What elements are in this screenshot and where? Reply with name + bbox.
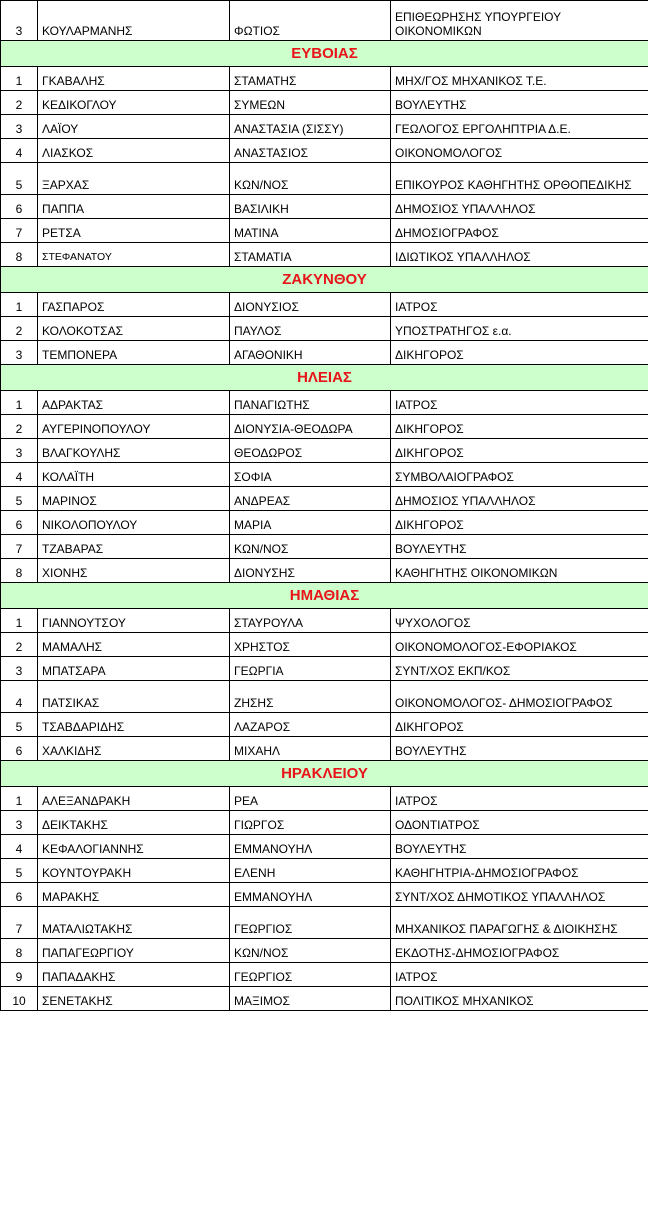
occupation-cell: ΒΟΥΛΕΥΤΗΣ xyxy=(391,835,648,859)
occupation-cell: ΙΑΤΡΟΣ xyxy=(391,787,648,811)
name-cell: ΖΗΣΗΣ xyxy=(230,681,391,713)
name-cell: ΜΑΞΙΜΟΣ xyxy=(230,987,391,1011)
surname-cell: ΚΟΥΝΤΟΥΡΑΚΗ xyxy=(38,859,230,883)
name-cell: ΚΩΝ/ΝΟΣ xyxy=(230,939,391,963)
occupation-cell: ΟΙΚΟΝΟΜΟΛΟΓΟΣ- ΔΗΜΟΣΙΟΓΡΑΦΟΣ xyxy=(391,681,648,713)
row-number: 1 xyxy=(1,293,38,317)
row-number: 8 xyxy=(1,243,38,267)
table-row xyxy=(1,835,648,859)
row-number: 3 xyxy=(1,657,38,681)
table-row xyxy=(1,139,648,163)
table-row xyxy=(1,787,648,811)
row-number: 5 xyxy=(1,163,38,195)
row-number: 3 xyxy=(1,439,38,463)
occupation-cell: ΨΥΧΟΛΟΓΟΣ xyxy=(391,609,648,633)
name-cell: ΡΕΑ xyxy=(230,787,391,811)
section-header xyxy=(1,761,648,787)
table-row xyxy=(1,633,648,657)
row-number: 6 xyxy=(1,737,38,761)
occupation-cell: ΣΥΜΒΟΛΑΙΟΓΡΑΦΟΣ xyxy=(391,463,648,487)
name-cell: ΒΑΣΙΛΙΚΗ xyxy=(230,195,391,219)
name-cell: ΔΙΟΝΥΣΗΣ xyxy=(230,559,391,583)
name-cell: ΕΜΜΑΝΟΥΗΛ xyxy=(230,835,391,859)
surname-cell: ΑΥΓΕΡΙΝΟΠΟΥΛΟΥ xyxy=(38,415,230,439)
surname-cell: ΛΑΪΟΥ xyxy=(38,115,230,139)
row-number: 7 xyxy=(1,907,38,939)
occupation-cell: ΕΠΙΚΟΥΡΟΣ ΚΑΘΗΓΗΤΗΣ ΟΡΘΟΠΕΔΙΚΗΣ xyxy=(391,163,648,195)
row-number: 3 xyxy=(1,1,38,41)
row-number: 8 xyxy=(1,939,38,963)
row-number: 1 xyxy=(1,787,38,811)
section-title: ΗΡΑΚΛΕΙΟΥ xyxy=(1,761,648,787)
section-title: ΕΥΒΟΙΑΣ xyxy=(1,41,648,67)
row-number: 2 xyxy=(1,317,38,341)
name-cell: ΑΝΑΣΤΑΣΙΑ (ΣΙΣΣΥ) xyxy=(230,115,391,139)
name-cell: ΧΡΗΣΤΟΣ xyxy=(230,633,391,657)
occupation-cell: ΔΗΜΟΣΙΟΣ ΥΠΑΛΛΗΛΟΣ xyxy=(391,195,648,219)
surname-cell: ΜΑΜΑΛΗΣ xyxy=(38,633,230,657)
table-row xyxy=(1,1,648,41)
row-number: 4 xyxy=(1,139,38,163)
row-number: 5 xyxy=(1,713,38,737)
name-cell: ΚΩΝ/ΝΟΣ xyxy=(230,163,391,195)
name-cell: ΓΙΩΡΓΟΣ xyxy=(230,811,391,835)
table-row xyxy=(1,115,648,139)
table-row xyxy=(1,219,648,243)
row-number: 4 xyxy=(1,463,38,487)
surname-cell: ΜΑΤΑΛΙΩΤΑΚΗΣ xyxy=(38,907,230,939)
table-row xyxy=(1,535,648,559)
occupation-cell: ΔΗΜΟΣΙΟΣ ΥΠΑΛΛΗΛΟΣ xyxy=(391,487,648,511)
surname-cell: ΜΑΡΑΚΗΣ xyxy=(38,883,230,907)
occupation-cell: ΙΑΤΡΟΣ xyxy=(391,963,648,987)
row-number: 1 xyxy=(1,609,38,633)
name-cell: ΕΜΜΑΝΟΥΗΛ xyxy=(230,883,391,907)
occupation-cell: ΕΠΙΘΕΩΡΗΣΗΣ ΥΠΟΥΡΓΕΙΟΥ ΟΙΚΟΝΟΜΙΚΩΝ xyxy=(391,1,648,41)
surname-cell: ΞΑΡΧΑΣ xyxy=(38,163,230,195)
occupation-cell: ΒΟΥΛΕΥΤΗΣ xyxy=(391,91,648,115)
occupation-cell: ΙΑΤΡΟΣ xyxy=(391,293,648,317)
table-row xyxy=(1,195,648,219)
name-cell: ΣΥΜΕΩΝ xyxy=(230,91,391,115)
surname-cell: ΝΙΚΟΛΟΠΟΥΛΟΥ xyxy=(38,511,230,535)
section-title: ΗΜΑΘΙΑΣ xyxy=(1,583,648,609)
table-row xyxy=(1,415,648,439)
occupation-cell: ΙΔΙΩΤΙΚΟΣ ΥΠΑΛΛΗΛΟΣ xyxy=(391,243,648,267)
table-row xyxy=(1,963,648,987)
row-number: 10 xyxy=(1,987,38,1011)
table-row xyxy=(1,657,648,681)
name-cell: ΜΑΡΙΑ xyxy=(230,511,391,535)
row-number: 2 xyxy=(1,91,38,115)
table-row xyxy=(1,713,648,737)
name-cell: ΠΑΥΛΟΣ xyxy=(230,317,391,341)
name-cell: ΜΙΧΑΗΛ xyxy=(230,737,391,761)
occupation-cell: ΓΕΩΛΟΓΟΣ ΕΡΓΟΛΗΠΤΡΙΑ Δ.Ε. xyxy=(391,115,648,139)
surname-cell: ΠΑΤΣΙΚΑΣ xyxy=(38,681,230,713)
table-row xyxy=(1,341,648,365)
occupation-cell: ΠΟΛΙΤΙΚΟΣ ΜΗΧΑΝΙΚΟΣ xyxy=(391,987,648,1011)
section-header xyxy=(1,365,648,391)
table-row xyxy=(1,609,648,633)
name-cell: ΛΑΖΑΡΟΣ xyxy=(230,713,391,737)
table-row xyxy=(1,907,648,939)
occupation-cell: ΔΙΚΗΓΟΡΟΣ xyxy=(391,415,648,439)
occupation-cell: ΣΥΝΤ/ΧΟΣ ΔΗΜΟΤΙΚΟΣ ΥΠΑΛΛΗΛΟΣ xyxy=(391,883,648,907)
table-row xyxy=(1,463,648,487)
occupation-cell: ΔΙΚΗΓΟΡΟΣ xyxy=(391,439,648,463)
occupation-cell: ΔΙΚΗΓΟΡΟΣ xyxy=(391,713,648,737)
name-cell: ΘΕΟΔΩΡΟΣ xyxy=(230,439,391,463)
occupation-cell: ΚΑΘΗΓΗΤΡΙΑ-ΔΗΜΟΣΙΟΓΡΑΦΟΣ xyxy=(391,859,648,883)
row-number: 2 xyxy=(1,415,38,439)
surname-cell: ΚΕΦΑΛΟΓΙΑΝΝΗΣ xyxy=(38,835,230,859)
table-row xyxy=(1,883,648,907)
occupation-cell: ΙΑΤΡΟΣ xyxy=(391,391,648,415)
table-row xyxy=(1,293,648,317)
surname-cell: ΑΛΕΞΑΝΔΡΑΚΗ xyxy=(38,787,230,811)
surname-cell: ΧΙΟΝΗΣ xyxy=(38,559,230,583)
surname-cell: ΔΕΙΚΤΑΚΗΣ xyxy=(38,811,230,835)
surname-cell: ΠΑΠΠΑ xyxy=(38,195,230,219)
surname-cell: ΣΤΕΦΑΝΑΤΟΥ xyxy=(38,243,230,267)
name-cell: ΔΙΟΝΥΣΙΑ-ΘΕΟΔΩΡΑ xyxy=(230,415,391,439)
row-number: 6 xyxy=(1,883,38,907)
surname-cell: ΚΟΥΛΑΡΜΑΝΗΣ xyxy=(38,1,230,41)
occupation-cell: ΔΙΚΗΓΟΡΟΣ xyxy=(391,341,648,365)
section-header xyxy=(1,267,648,293)
occupation-cell: ΥΠΟΣΤΡΑΤΗΓΟΣ ε.α. xyxy=(391,317,648,341)
occupation-cell: ΔΙΚΗΓΟΡΟΣ xyxy=(391,511,648,535)
name-cell: ΠΑΝΑΓΙΩΤΗΣ xyxy=(230,391,391,415)
section-title: ΖΑΚΥΝΘΟΥ xyxy=(1,267,648,293)
surname-cell: ΓΚΑΒΑΛΗΣ xyxy=(38,67,230,91)
candidates-table-body xyxy=(1,1,648,1011)
surname-cell: ΠΑΠΑΓΕΩΡΓΙΟΥ xyxy=(38,939,230,963)
name-cell: ΚΩΝ/ΝΟΣ xyxy=(230,535,391,559)
surname-cell: ΓΙΑΝΝΟΥΤΣΟΥ xyxy=(38,609,230,633)
name-cell: ΔΙΟΝΥΣΙΟΣ xyxy=(230,293,391,317)
occupation-cell: ΚΑΘΗΓΗΤΗΣ ΟΙΚΟΝΟΜΙΚΩΝ xyxy=(391,559,648,583)
occupation-cell: ΕΚΔΟΤΗΣ-ΔΗΜΟΣΙΟΓΡΑΦΟΣ xyxy=(391,939,648,963)
surname-cell: ΧΑΛΚΙΔΗΣ xyxy=(38,737,230,761)
occupation-cell: ΟΔΟΝΤΙΑΤΡΟΣ xyxy=(391,811,648,835)
row-number: 5 xyxy=(1,859,38,883)
table-row xyxy=(1,939,648,963)
table-row xyxy=(1,737,648,761)
surname-cell: ΜΠΑΤΣΑΡΑ xyxy=(38,657,230,681)
name-cell: ΣΤΑΥΡΟΥΛΑ xyxy=(230,609,391,633)
row-number: 9 xyxy=(1,963,38,987)
row-number: 6 xyxy=(1,195,38,219)
occupation-cell: ΜΗΧ/ΓΟΣ ΜΗΧΑΝΙΚΟΣ Τ.Ε. xyxy=(391,67,648,91)
surname-cell: ΛΙΑΣΚΟΣ xyxy=(38,139,230,163)
table-row xyxy=(1,559,648,583)
row-number: 1 xyxy=(1,391,38,415)
table-row xyxy=(1,811,648,835)
table-row xyxy=(1,317,648,341)
row-number: 5 xyxy=(1,487,38,511)
name-cell: ΣΟΦΙΑ xyxy=(230,463,391,487)
table-row xyxy=(1,67,648,91)
name-cell: ΕΛΕΝΗ xyxy=(230,859,391,883)
surname-cell: ΚΟΛΟΚΟΤΣΑΣ xyxy=(38,317,230,341)
surname-cell: ΠΑΠΑΔΑΚΗΣ xyxy=(38,963,230,987)
name-cell: ΓΕΩΡΓΙΟΣ xyxy=(230,907,391,939)
table-row xyxy=(1,91,648,115)
section-title: ΗΛΕΙΑΣ xyxy=(1,365,648,391)
name-cell: ΓΕΩΡΓΙΟΣ xyxy=(230,963,391,987)
surname-cell: ΓΑΣΠΑΡΟΣ xyxy=(38,293,230,317)
surname-cell: ΣΕΝΕΤΑΚΗΣ xyxy=(38,987,230,1011)
occupation-cell: ΟΙΚΟΝΟΜΟΛΟΓΟΣ xyxy=(391,139,648,163)
row-number: 2 xyxy=(1,633,38,657)
row-number: 7 xyxy=(1,219,38,243)
row-number: 3 xyxy=(1,115,38,139)
table-row xyxy=(1,859,648,883)
table-row xyxy=(1,487,648,511)
row-number: 3 xyxy=(1,341,38,365)
section-header xyxy=(1,583,648,609)
name-cell: ΦΩΤΙΟΣ xyxy=(230,1,391,41)
occupation-cell: ΒΟΥΛΕΥΤΗΣ xyxy=(391,737,648,761)
surname-cell: ΡΕΤΣΑ xyxy=(38,219,230,243)
table-row xyxy=(1,243,648,267)
occupation-cell: ΟΙΚΟΝΟΜΟΛΟΓΟΣ-ΕΦΟΡΙΑΚΟΣ xyxy=(391,633,648,657)
row-number: 7 xyxy=(1,535,38,559)
name-cell: ΣΤΑΜΑΤΙΑ xyxy=(230,243,391,267)
row-number: 3 xyxy=(1,811,38,835)
row-number: 6 xyxy=(1,511,38,535)
row-number: 4 xyxy=(1,681,38,713)
name-cell: ΜΑΤΙΝΑ xyxy=(230,219,391,243)
surname-cell: ΚΕΔΙΚΟΓΛΟΥ xyxy=(38,91,230,115)
surname-cell: ΑΔΡΑΚΤΑΣ xyxy=(38,391,230,415)
name-cell: ΣΤΑΜΑΤΗΣ xyxy=(230,67,391,91)
row-number: 8 xyxy=(1,559,38,583)
name-cell: ΑΝΔΡΕΑΣ xyxy=(230,487,391,511)
row-number: 1 xyxy=(1,67,38,91)
surname-cell: ΤΣΑΒΔΑΡΙΔΗΣ xyxy=(38,713,230,737)
surname-cell: ΚΟΛΑΪΤΗ xyxy=(38,463,230,487)
surname-cell: ΜΑΡΙΝΟΣ xyxy=(38,487,230,511)
occupation-cell: ΣΥΝΤ/ΧΟΣ ΕΚΠ/ΚΟΣ xyxy=(391,657,648,681)
occupation-cell: ΒΟΥΛΕΥΤΗΣ xyxy=(391,535,648,559)
occupation-cell: ΔΗΜΟΣΙΟΓΡΑΦΟΣ xyxy=(391,219,648,243)
name-cell: ΑΓΑΘΟΝΙΚΗ xyxy=(230,341,391,365)
name-cell: ΓΕΩΡΓΙΑ xyxy=(230,657,391,681)
section-header xyxy=(1,41,648,67)
surname-cell: ΤΕΜΠΟΝΕΡΑ xyxy=(38,341,230,365)
table-row xyxy=(1,987,648,1011)
surname-cell: ΒΛΑΓΚΟΥΛΗΣ xyxy=(38,439,230,463)
name-cell: ΑΝΑΣΤΑΣΙΟΣ xyxy=(230,139,391,163)
surname-cell: ΤΖΑΒΑΡΑΣ xyxy=(38,535,230,559)
table-row xyxy=(1,391,648,415)
table-row xyxy=(1,681,648,713)
table-row xyxy=(1,163,648,195)
table-row xyxy=(1,439,648,463)
row-number: 4 xyxy=(1,835,38,859)
table-row xyxy=(1,511,648,535)
occupation-cell: ΜΗΧΑΝΙΚΟΣ ΠΑΡΑΓΩΓΗΣ & ΔΙΟΙΚΗΣΗΣ xyxy=(391,907,648,939)
